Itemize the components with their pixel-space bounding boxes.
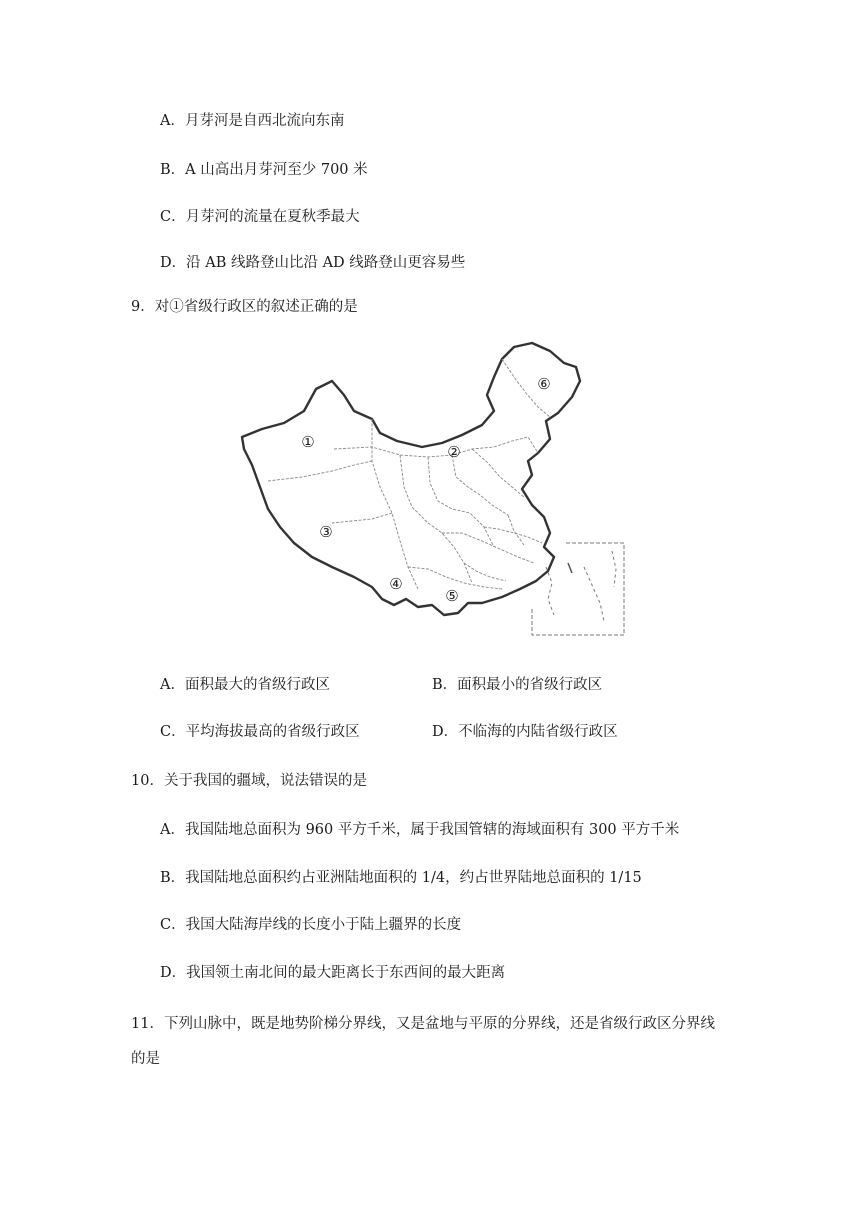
q9-option-c: C．平均海拔最高的省级行政区	[160, 724, 360, 740]
q8-option-a: A．月芽河是自西北流向东南	[160, 113, 345, 129]
map-label-1: ①	[301, 433, 315, 451]
map-label-2: ②	[447, 443, 461, 461]
q8-option-d: D．沿 AB 线路登山比沿 AD 线路登山更容易些	[160, 255, 466, 271]
q8-option-c: C．月芽河的流量在夏秋季最大	[160, 209, 360, 225]
map-label-5: ⑤	[445, 587, 459, 605]
q10-option-c: C．我国大陆海岸线的长度小于陆上疆界的长度	[160, 917, 462, 933]
q8-option-b: B．A 山高出月芽河至少 700 米	[160, 162, 368, 178]
q10-stem: 10．关于我国的疆域，说法错误的是	[131, 773, 367, 789]
q9-option-a: A．面积最大的省级行政区	[160, 677, 330, 693]
china-province-map	[232, 337, 628, 643]
map-label-4: ④	[389, 575, 403, 593]
q9-option-b: B．面积最小的省级行政区	[432, 677, 603, 693]
map-label-3: ③	[319, 523, 333, 541]
q9-stem: 9．对①省级行政区的叙述正确的是	[131, 299, 358, 315]
map-label-6: ⑥	[537, 375, 551, 393]
q10-option-a: A．我国陆地总面积为 960 平方千米，属于我国管辖的海域面积有 300 平方千米	[160, 822, 680, 838]
q10-option-b: B．我国陆地总面积约占亚洲陆地面积的 1/4，约占世界陆地总面积的 1/15	[160, 870, 642, 886]
q11-stem-line2: 的是	[131, 1051, 160, 1067]
q10-option-d: D．我国领土南北间的最大距离长于东西间的最大距离	[160, 965, 506, 981]
south-china-sea-inset	[532, 543, 624, 635]
china-outline	[242, 343, 580, 615]
china-map-figure	[232, 337, 628, 643]
q11-stem-line1: 11．下列山脉中，既是地势阶梯分界线，又是盆地与平原的分界线，还是省级行政区分界线	[131, 1016, 715, 1032]
q9-option-d: D．不临海的内陆省级行政区	[432, 724, 618, 740]
